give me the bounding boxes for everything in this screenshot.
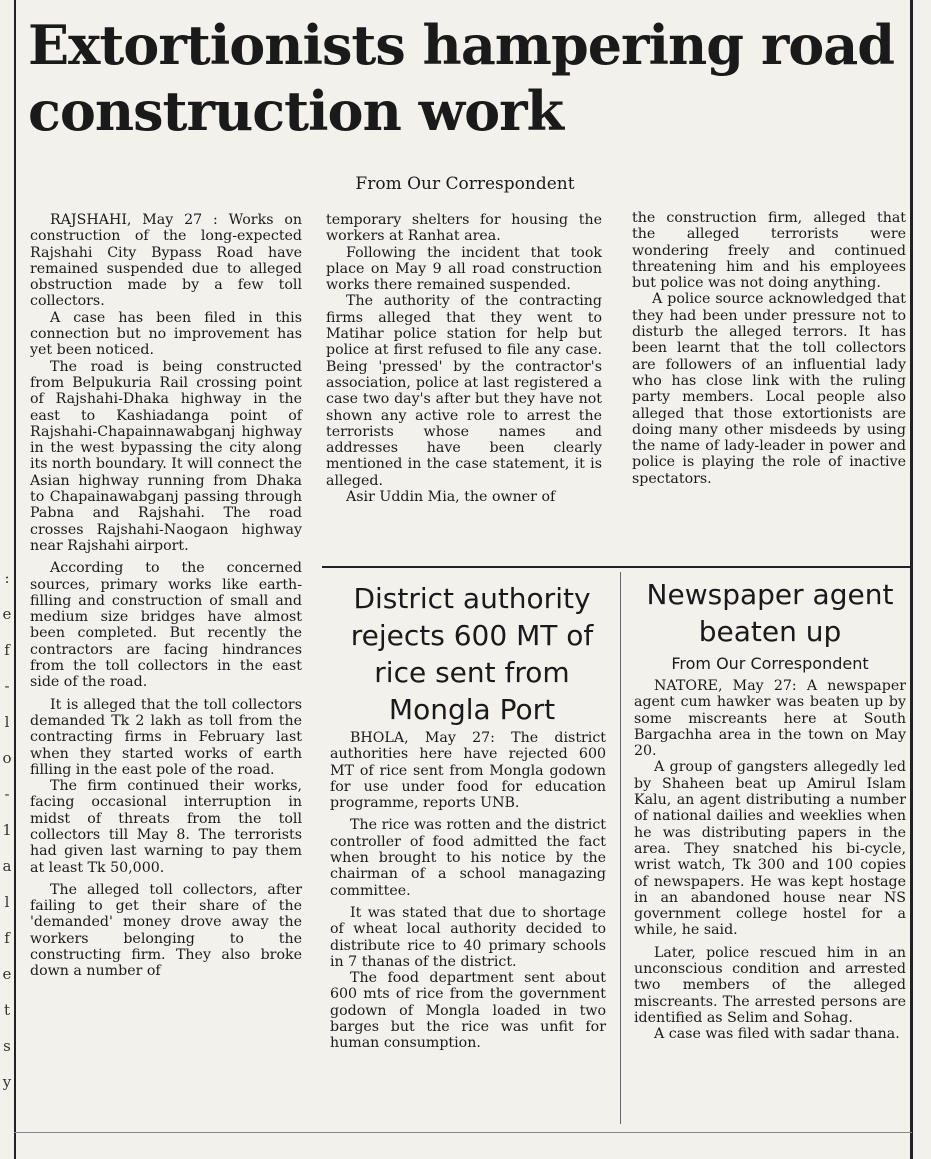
main-paragraph: A police source acknowledged that they had been under pressure not to disturb the alleged terrors. It has been learnt that the toll collectors are followers of an influential lady who has close link with the ruling party members. Local people also alleged that those extortionists are doing many other misdeeds by using the name of lady-leader in power and police is playing the role of inactive spectators.	[632, 291, 906, 487]
main-paragraph: the construction firm, alleged that the alleged terrorists were wondering freely and continued threatening him and his employees but police was not doing anything.	[632, 210, 906, 292]
main-paragraph: The road is being constructed from Belpukuria Rail crossing point of Rajshahi-Dhaka highway in the east to Kashiadanga point of Rajshahi-Chapainnawabganj highway in the west bypassing the city along its north boundary. It will connect the Asian highway running from Dhaka to Chapainawabganj passing through Pabna and Rajshahi. The road crosses Rajshahi-Naogaon highway near Rajshahi airport.	[30, 358, 302, 554]
rice-article-body	[330, 730, 606, 1052]
rice-paragraph: BHOLA, May 27: The district authorities here have rejected 600 MT of rice sent from Mongla godown for use under food for education programme, reports UNB.	[330, 730, 606, 812]
main-article-column-2	[326, 212, 602, 505]
rice-paragraph: The rice was rotten and the district controller of food admitted the fact when brought to his notice by the chairman of a school managazing committee.	[330, 817, 606, 899]
agent-article-body	[634, 678, 906, 1043]
main-paragraph: temporary shelters for housing the workers at Ranhat area.	[326, 212, 602, 245]
main-headline: Extortionists hampering road construction work	[28, 13, 895, 143]
rice-article-headline: District authority rejects 600 MT of rice sent from Mongla Port	[350, 582, 594, 726]
rice-paragraph: The food department sent about 600 mts of rice from the government godown of Mongla loaded in two barges but the rice was unfit for human consumption.	[330, 970, 606, 1052]
main-byline: From Our Correspondent	[355, 174, 575, 194]
main-paragraph: According to the concerned sources, primary works like earth-filling and construction of small and medium size bridges have almost been completed. But recently the contractors are facing hindrances from the toll collectors in the east side of the road.	[30, 560, 302, 691]
main-article-column-3	[632, 210, 906, 487]
agent-paragraph: NATORE, May 27: A newspaper agent cum hawker was beaten up by some miscreants here at South Bargachha area in the town on May 20.	[634, 678, 906, 760]
agent-paragraph: Later, police rescued him in an unconscious condition and arrested two members of the alleged miscreants. The arrested persons are identified as Selim and Sohag.	[634, 944, 906, 1026]
main-paragraph: It is alleged that the toll collectors demanded Tk 2 lakh as toll from the contracting firms in February last when they started works of earth filling in the east pole of the road.	[30, 696, 302, 778]
rice-paragraph: It was stated that due to shortage of wheat local authority decided to distribute rice to 40 primary schools in 7 thanas of the district.	[330, 904, 606, 970]
left-column-rule	[14, 0, 16, 1159]
agent-paragraph: A case was filed with sadar thana.	[654, 1026, 900, 1043]
main-paragraph: Following the incident that took place on May 9 all road construction works there remained suspended.	[326, 244, 602, 294]
main-paragraph: The firm continued their works, facing occasional interruption in midst of threats from the toll collectors till May 8. The terrorists had given last warning to pay them at least Tk 50,000.	[30, 778, 302, 876]
edge-text-fragments: : e f - l o - 1 a l f e t s y	[2, 569, 12, 1091]
main-paragraph: The alleged toll collectors, after failing to get their share of the 'demanded' money drove away the workers belonging to the constructing firm. They also broke down a number of	[30, 881, 302, 980]
bottom-section-column-rule	[620, 572, 621, 1124]
bottom-edge-rule	[14, 1132, 912, 1133]
main-paragraph: A case has been filed in this connection but no improvement has yet been noticed.	[30, 309, 302, 359]
main-paragraph: RAJSHAHI, May 27 : Works on construction of the long-expected Rajshahi City Bypass Road have remained suspended due to alleged obstruction made by a few toll collectors.	[30, 212, 302, 310]
agent-article-headline: Newspaper agent beaten up	[646, 578, 894, 648]
section-divider-rule	[322, 566, 912, 568]
main-article-column-1	[30, 212, 302, 980]
agent-paragraph: A group of gangsters allegedly led by Shaheen beat up Amirul Islam Kalu, an agent distributing a number of national dailies and weeklies when he was distributing papers in the area. They snatched his bi-cycle, wrist watch, Tk 300 and 100 copies of newspapers. He was kept hostage in an abandoned house near NS government college hostel for a while, he said.	[634, 759, 906, 939]
agent-article-byline: From Our Correspondent	[671, 654, 869, 673]
main-paragraph: Asir Uddin Mia, the owner of	[346, 489, 556, 506]
main-paragraph: The authority of the contracting firms alleged that they went to Matihar police station for help but police at first refused to file any case. Being 'pressed' by the contractor's association, police at last registered a case two day's after but they have not shown any active role to arrest the terrorists whose names and addresses have been clearly mentioned in the case statement, it is alleged.	[326, 293, 602, 489]
